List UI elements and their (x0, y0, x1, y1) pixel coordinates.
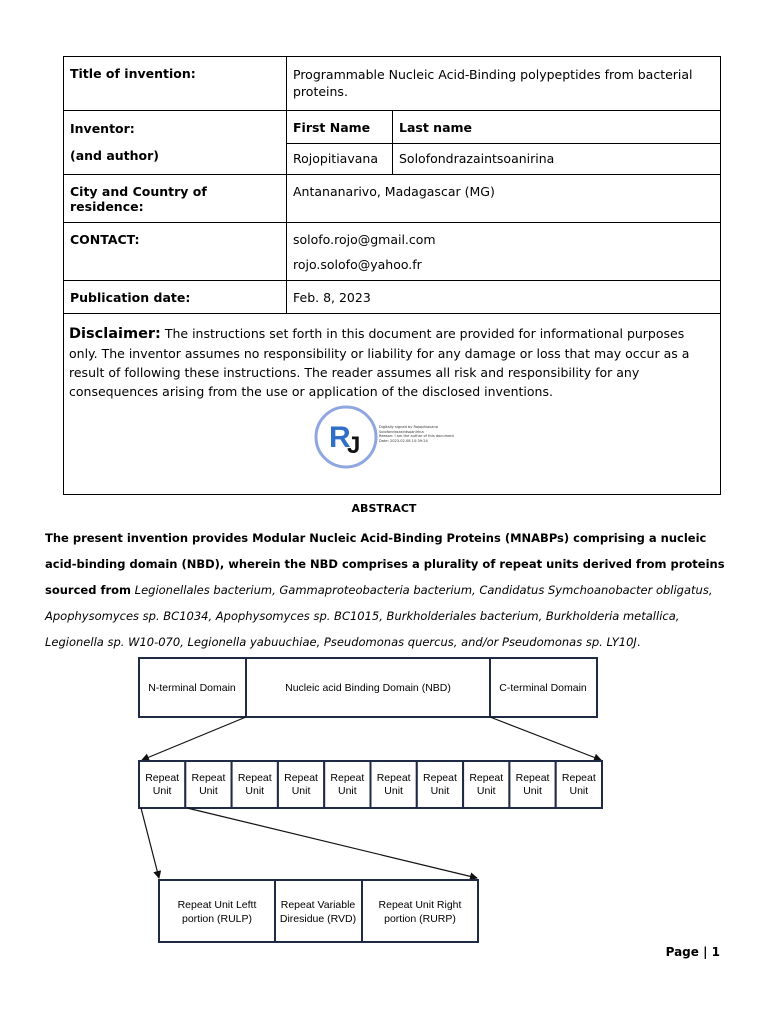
repeat-unit-label: Repeat (469, 772, 504, 784)
abstract-title: ABSTRACT (351, 502, 417, 515)
nbd-right-arrow (490, 717, 601, 760)
abstract-intro: The present invention provides Modular Nucleic Acid-Binding Proteins (MNABPs) comprising a nucleic acid-binding domain (NBD), wherein the NBD comprises a plurality of repeat units derived from proteins sourced from (45, 531, 725, 597)
disclaimer-paragraph (64, 314, 720, 401)
c-terminal-label: C-terminal Domain (499, 682, 587, 694)
domain-row (139, 658, 597, 717)
repeat-unit-parts-row (159, 880, 478, 942)
repeat-unit-label: Unit (523, 785, 542, 797)
disclaimer-row (64, 314, 721, 495)
invention-info-table (63, 56, 721, 495)
page-number: Page | 1 (665, 945, 720, 959)
repeat-unit-label: Repeat (515, 772, 550, 784)
pubdate-label: Publication date: (64, 281, 287, 314)
repeat-unit-label: Repeat (330, 772, 365, 784)
disclaimer-text: The instructions set forth in this document are provided for informational purposes only. The inventor assumes no responsibility or liability for any damage or loss that may occur as a result of following these instructions. The reader assumes all risk and responsibility for any consequences arising from the use or application of the disclosed inventions. (69, 326, 690, 399)
city-label: City and Country of residence: (64, 175, 287, 223)
pubdate-value: Feb. 8, 2023 (287, 281, 721, 314)
repeat-unit-label: Repeat (376, 772, 411, 784)
signature-area (64, 401, 720, 476)
signature-line: Reason: I am the author of this document (379, 434, 454, 439)
signature-line: Date: 2023.02.08 10:39:24 (379, 438, 428, 443)
disclaimer-heading: Disclaimer: (69, 326, 161, 342)
repeat-right-arrow (187, 808, 477, 878)
contact-email-gmail[interactable]: solofo.rojo@gmail.com (293, 232, 436, 247)
rvd-label-line2: Diresidue (RVD) (279, 913, 357, 925)
first-name-value: Rojopitiavana (287, 144, 393, 175)
contact-cell (287, 223, 721, 281)
repeat-unit-label: Repeat (423, 772, 457, 784)
mnabp-structure-diagram (0, 650, 768, 950)
nbd-label: Nucleic acid Binding Domain (NBD) (285, 682, 451, 694)
title-value: Programmable Nucleic Acid-Binding polypeptides from bacterial proteins. (287, 57, 721, 111)
abstract-end: . (636, 635, 641, 649)
last-name-header: Last name (393, 111, 721, 144)
logo-letter-j: J (347, 432, 361, 459)
abstract-organisms: Legionellales bacterium, Gammaproteobacteria bacterium, Candidatus Symchoanobacter obligatus, Apophysomyces sp. BC1034, Apophysomyces sp. BC1015, Burkholderiales bacterium, Burkholderia metallica, Legionella sp. W10-070, Legionella yabuuchiae, Pseudomonas quercus, and/or Pseudomonas sp. LY10J (45, 583, 713, 649)
repeat-unit-label: Repeat (561, 772, 596, 784)
repeat-unit-label: Unit (569, 785, 589, 797)
repeat-unit-label: Unit (338, 785, 357, 797)
repeat-unit-label: Repeat (145, 772, 180, 784)
pubdate-row (64, 281, 721, 314)
nbd-left-arrow (142, 717, 246, 760)
inventor-label-cell (64, 111, 287, 175)
repeat-unit-label: Repeat (237, 772, 272, 784)
abstract-paragraph (45, 525, 735, 655)
rulp-box (159, 880, 275, 942)
rurp-label-line2: portion (RURP) (384, 913, 456, 925)
signature-line: Digitally signed by Rojopitiavana (379, 425, 438, 429)
repeat-unit-label: Unit (430, 785, 450, 797)
rurp-box (362, 880, 478, 942)
repeat-unit-label: Unit (245, 785, 265, 797)
repeat-unit-label: Unit (291, 785, 311, 797)
rj-logo (314, 405, 378, 469)
title-label: Title of invention: (64, 57, 287, 111)
repeat-unit-label: Unit (199, 785, 218, 797)
repeat-unit-label: Repeat (284, 772, 318, 784)
repeat-left-arrow (141, 808, 159, 878)
logo-letter-r: R (329, 421, 351, 454)
contact-label: CONTACT: (64, 223, 287, 281)
repeat-unit-label: Repeat (191, 772, 226, 784)
contact-row (64, 223, 721, 281)
disclaimer-cell (64, 314, 721, 495)
contact-email-yahoo[interactable]: rojo.solofo@yahoo.fr (293, 257, 422, 272)
author-label: (and author) (70, 148, 160, 163)
rulp-label-line1: Repeat Unit Leftt (177, 899, 257, 911)
n-terminal-label: N-terminal Domain (148, 682, 236, 694)
inventor-header-row (64, 111, 721, 144)
repeat-unit-label: Unit (152, 785, 172, 797)
repeat-unit-label: Unit (384, 785, 403, 797)
rurp-label-line1: Repeat Unit Right (378, 899, 462, 911)
rvd-label-line1: Repeat Variable (280, 899, 356, 911)
inventor-label: Inventor: (70, 121, 135, 136)
repeat-unit-row (139, 761, 602, 808)
rulp-label-line2: portion (RULP) (181, 913, 253, 925)
repeat-unit-label: Unit (476, 785, 496, 797)
digital-signature (379, 425, 469, 443)
first-name-header: First Name (287, 111, 393, 144)
last-name-value: Solofondrazaintsoanirina (393, 144, 721, 175)
city-value: Antananarivo, Madagascar (MG) (287, 175, 721, 223)
city-row (64, 175, 721, 223)
title-row (64, 57, 721, 111)
signature-line: Solofondrazaintsoanirina (379, 429, 424, 434)
rvd-box (275, 880, 362, 942)
